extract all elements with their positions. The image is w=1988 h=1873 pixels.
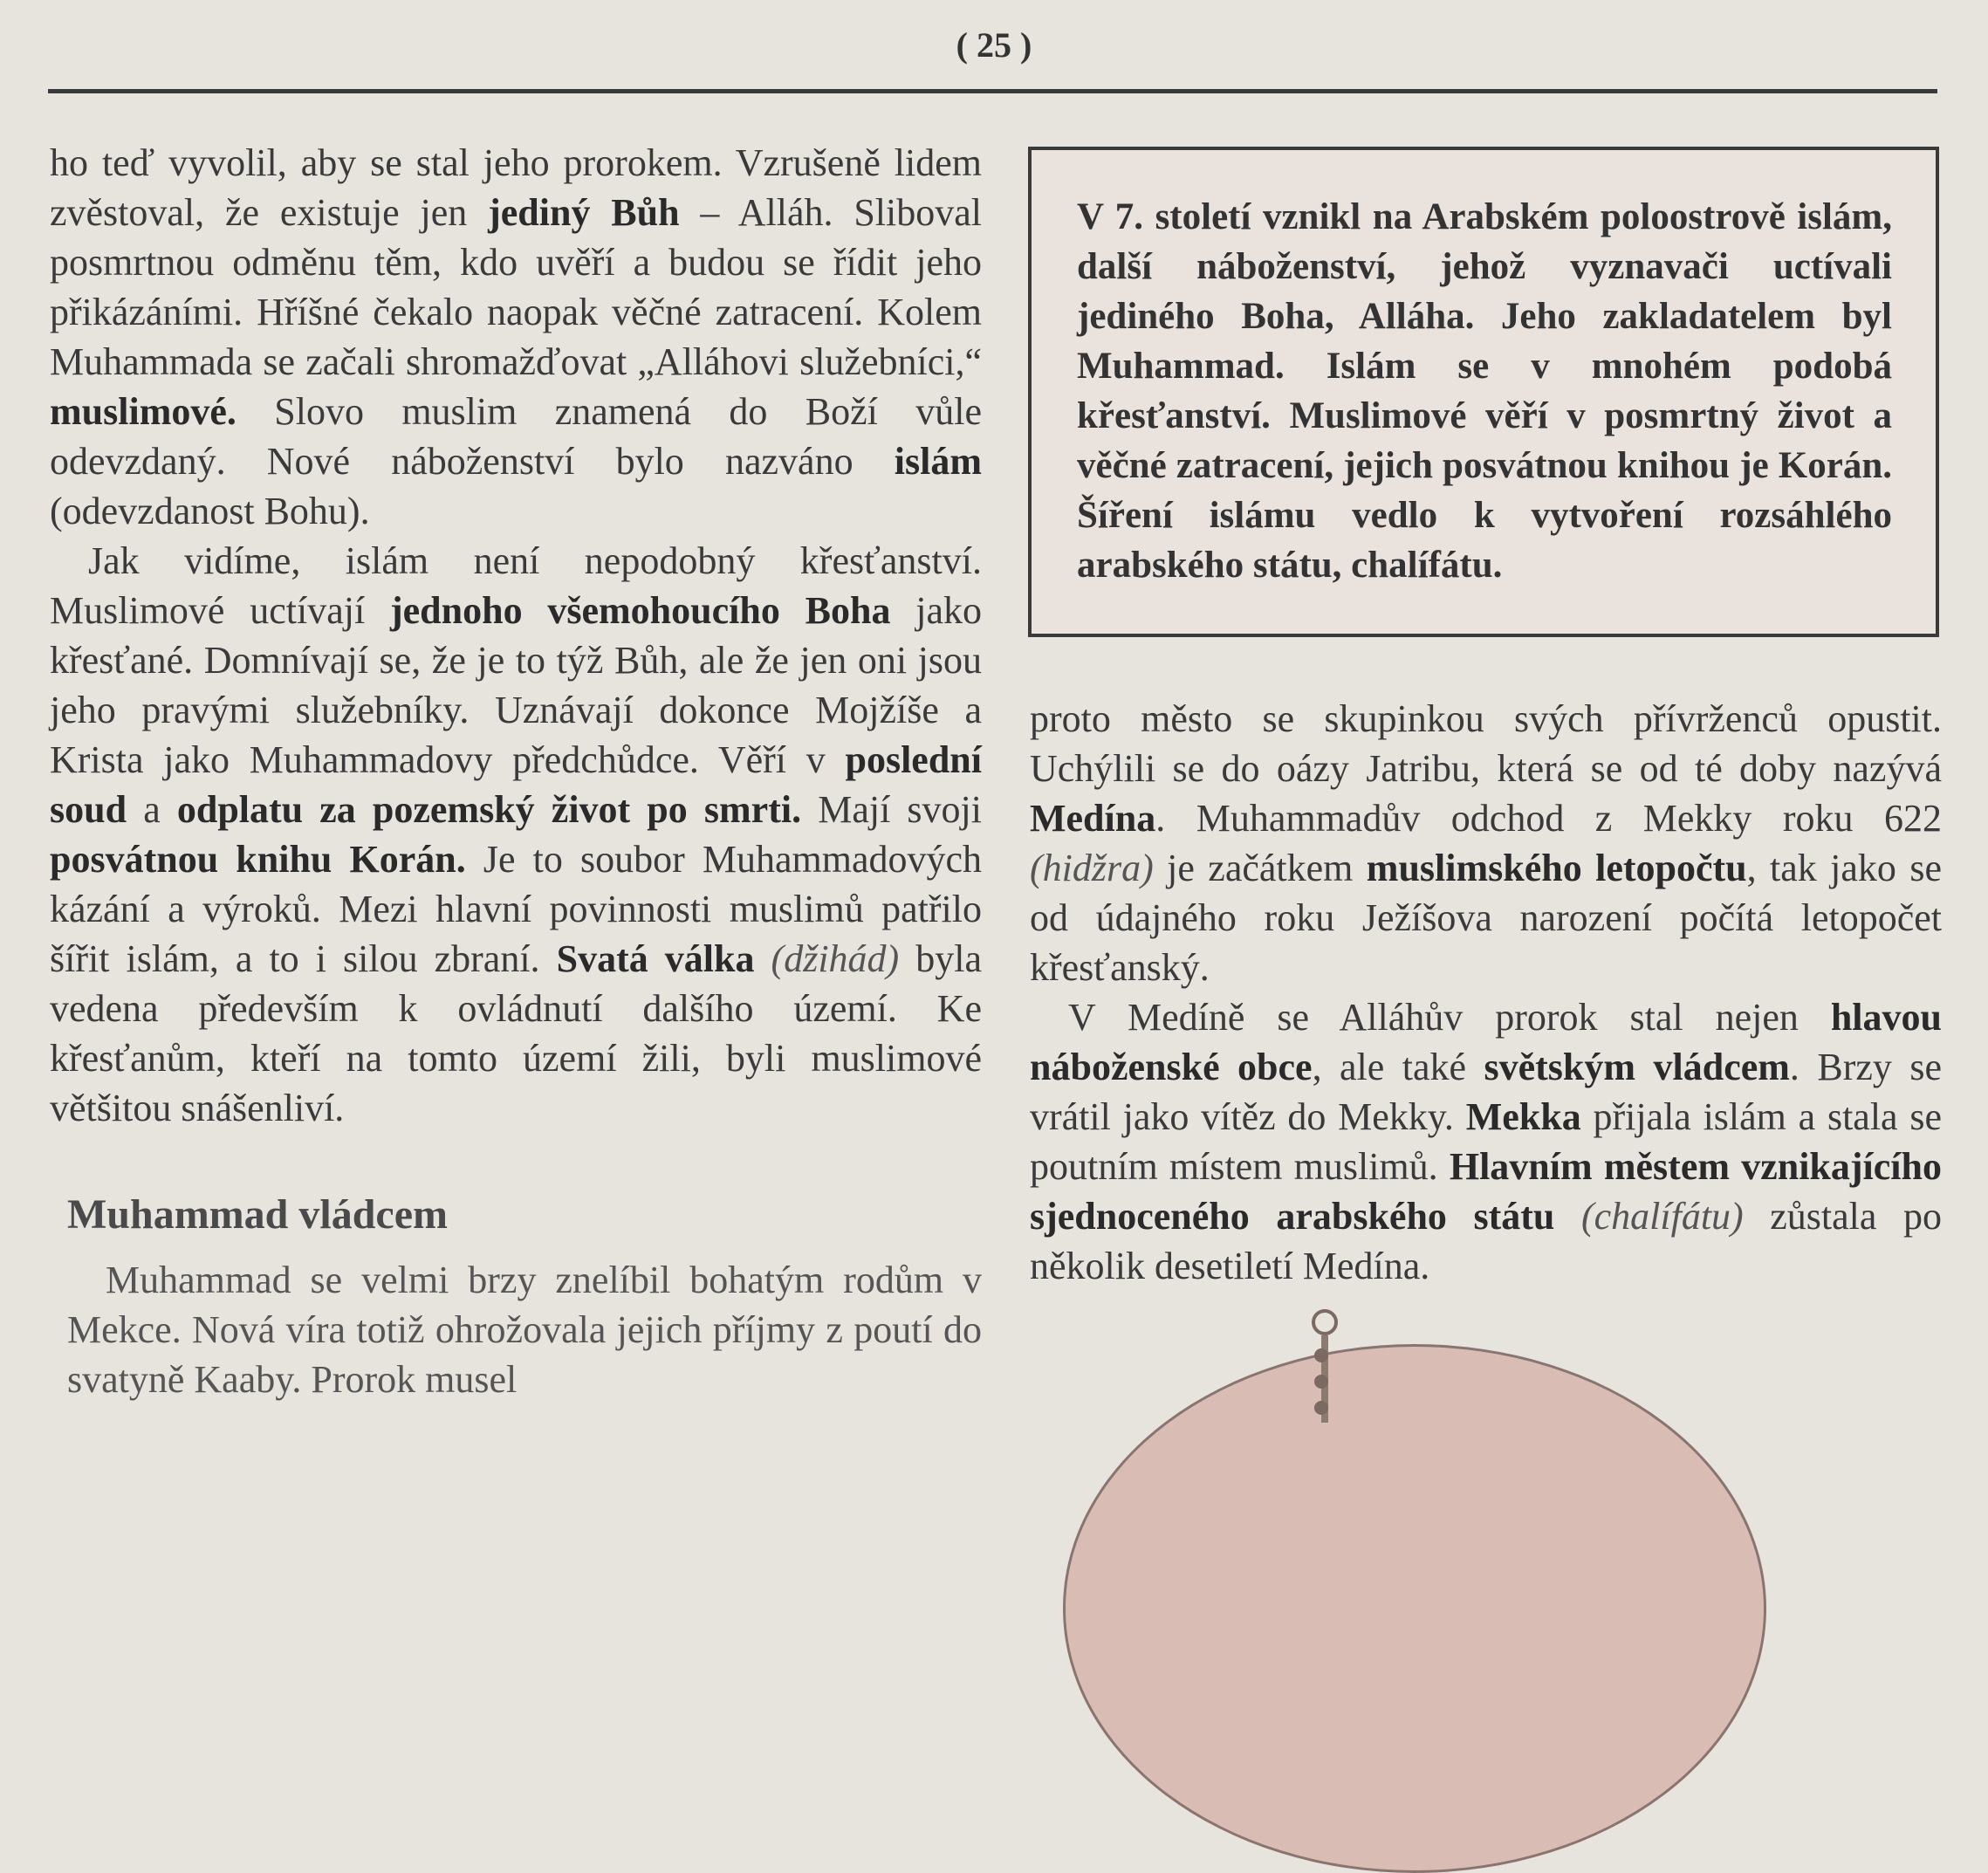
text-run: Slovo muslim znamená do Boží vůle odevzdaný. Nové náboženství bylo nazváno (50, 390, 982, 483)
page-number: ( 25 ) (956, 25, 1032, 65)
text-run: Jak vidíme, islám není nepodobný křesťanství. Muslimové uctívají (50, 539, 982, 632)
finial-bead (1314, 1348, 1328, 1362)
paragraph-5 (1030, 992, 1942, 1291)
bold-term: světským vládcem (1484, 1046, 1790, 1088)
bold-term: poslední soud (50, 738, 982, 831)
italic-term: (chalífátu) (1580, 1195, 1744, 1238)
italic-term: (hidžra) (1030, 847, 1154, 889)
finial-bead (1314, 1401, 1328, 1415)
text-run: – Alláh. Sliboval posmrtnou odměnu těm, kdo uvěří a budou se řídit jeho přikázáními. Hříšné čekalo naopak věčné zatracení. Kolem Muhammada se začali shromažďovat „Alláhovi služebníci,“ (50, 191, 982, 383)
bold-term: Mekka (1465, 1095, 1581, 1138)
bold-term: odplatu za pozemský život po smrti. (176, 788, 802, 831)
mosque-dome-illustration (1063, 1344, 1766, 1873)
paragraph-2 (50, 536, 982, 1133)
section-heading: Muhammad vládcem (67, 1191, 448, 1238)
text-run: byla vedena především k ovládnutí dalšího území. Ke křesťanům, kteří na tomto území žili, byli muslimové většitou snášenliví. (50, 937, 983, 1129)
italic-term: (džihád) (771, 937, 900, 980)
summary-text: V 7. století vznikl na Arabském poloostrově islám, další náboženství, jehož vyznavači uctívali jediného Boha, Alláha. Jeho zakladatelem byl Muhammad. Islám se v mnohém podobá křesťanství. Muslimové věří v posmrtný život a věčné zatracení, jejich posvátnou knihou je Korán. Šíření islámu vedlo k vytvoření rozsáhlého arabského státu, chalífátu. (1077, 196, 1892, 586)
text-run: je začátkem (1153, 847, 1367, 889)
bold-term: jediný Bůh (488, 191, 680, 234)
bold-term: Hlavním městem vznikajícího sjednoceného arabského státu (1030, 1145, 1942, 1238)
finial-bead (1314, 1375, 1328, 1389)
text-run: ho teď vyvolil, aby se stal jeho prorokem. Vzrušeně lidem zvěstoval, že existuje jen (50, 141, 982, 234)
summary-box (1028, 147, 1939, 637)
text-run: Je to soubor Muhammadových kázání a výroků. Mezi hlavní povinnosti muslimů patřilo šířit islám, a to i silou zbraní. (50, 838, 982, 980)
bold-term: Medína (1030, 797, 1156, 840)
text-run: proto město se skupinkou svých přívrženců opustit. Uchýlili se do oázy Jatribu, která se od té doby nazývá (1030, 697, 1942, 790)
paragraph-4 (1030, 694, 1942, 992)
bold-term: muslimové. (50, 390, 237, 433)
bold-term: Svatá válka (556, 937, 755, 980)
text-run: , tak jako se od údajného roku Ježíšova narození počítá letopočet křesťanský. (1030, 847, 1942, 989)
text-run: . Brzy se vrátil jako vítěz do Mekky. (1030, 1046, 1942, 1138)
right-column (1030, 694, 1942, 1291)
text-run: (odevzdanost Bohu). (50, 490, 370, 532)
bold-term: jednoho všemohoucího Boha (389, 589, 891, 632)
paragraph-1 (50, 138, 982, 536)
text-run: Mají svoji (801, 788, 982, 831)
text-run: jako křesťané. Domnívají se, že je to týž Bůh, ale že jen oni jsou jeho pravými služebníky. Uznávají dokonce Mojžíše a Krista jako Muhammadovy předchůdce. Věří v (50, 589, 982, 781)
text-run: přijala islám a stala se poutním místem muslimů. (1030, 1095, 1942, 1188)
text-run: zůstala po několik desetiletí Medína. (1030, 1195, 1942, 1287)
finial-ring (1312, 1309, 1338, 1335)
left-column (50, 138, 982, 1404)
bold-term: muslimského letopočtu (1366, 847, 1747, 889)
bold-term: posvátnou knihu Korán. (50, 838, 466, 881)
paragraph-3: Muhammad se velmi brzy znelíbil bohatým rodům v Mekce. Nová víra totiž ohrožovala jejich příjmy z poutí do svatyně Kaaby. Prorok musel (67, 1259, 982, 1401)
bold-term: hlavou náboženské obce (1030, 996, 1942, 1088)
text-run: , ale také (1312, 1046, 1484, 1088)
text-run: V Medíně se Alláhův prorok stal nejen (1068, 996, 1831, 1039)
bold-term: islám (894, 440, 982, 483)
text-run: a (127, 788, 177, 831)
header-rule (48, 89, 1937, 93)
text-run: . Muhammadův odchod z Mekky roku 622 (1155, 797, 1942, 840)
